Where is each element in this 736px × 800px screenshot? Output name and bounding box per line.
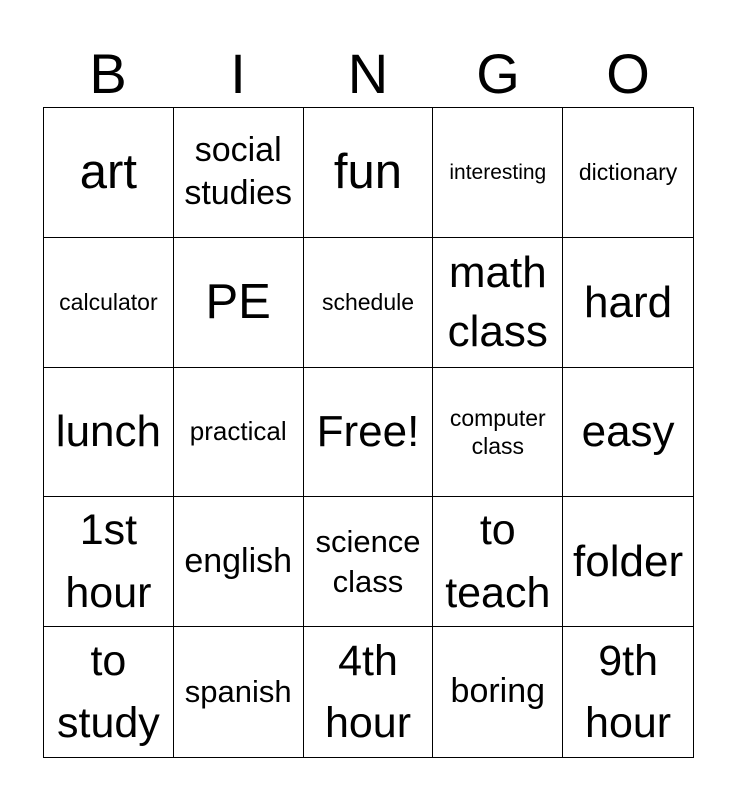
bingo-cell[interactable]: easy	[563, 368, 693, 498]
header-letter-n: N	[347, 42, 389, 105]
bingo-cell[interactable]: 9th hour	[585, 636, 672, 748]
bingo-cell[interactable]: schedule	[304, 238, 434, 368]
bingo-cell[interactable]: to study	[44, 627, 174, 757]
bingo-cell[interactable]: computer class	[433, 368, 563, 498]
bingo-cell[interactable]: practical	[174, 368, 304, 498]
bingo-cell[interactable]: art	[44, 108, 174, 238]
bingo-cell[interactable]: to teach	[433, 497, 563, 627]
bingo-cell[interactable]: calculator	[44, 238, 174, 368]
bingo-cell[interactable]: fun	[304, 108, 434, 238]
bingo-cell[interactable]: 1st hour	[44, 497, 174, 627]
bingo-cell[interactable]: lunch	[44, 368, 174, 498]
bingo-board	[43, 107, 694, 758]
header-letter-o: O	[606, 42, 650, 105]
bingo-cell[interactable]: spanish	[174, 627, 304, 757]
bingo-cell[interactable]: social studies	[174, 108, 304, 238]
bingo-cell[interactable]: boring	[433, 627, 563, 757]
bingo-cell[interactable]: Free!	[304, 368, 434, 498]
header-letter-i: I	[230, 42, 246, 105]
bingo-cell[interactable]: PE	[174, 238, 304, 368]
bingo-cell[interactable]: science class	[304, 497, 434, 627]
bingo-header	[43, 40, 693, 108]
bingo-cell[interactable]: dictionary	[563, 108, 693, 238]
header-letter-b: B	[89, 42, 127, 105]
header-letter-g: G	[476, 42, 520, 105]
bingo-cell[interactable]: 4th hour	[304, 627, 434, 757]
bingo-cell[interactable]: folder	[563, 497, 693, 627]
bingo-cell[interactable]: hard	[563, 238, 693, 368]
bingo-cell[interactable]: english	[174, 497, 304, 627]
bingo-cell[interactable]: interesting	[433, 108, 563, 238]
bingo-cell[interactable]: math class	[433, 238, 563, 368]
